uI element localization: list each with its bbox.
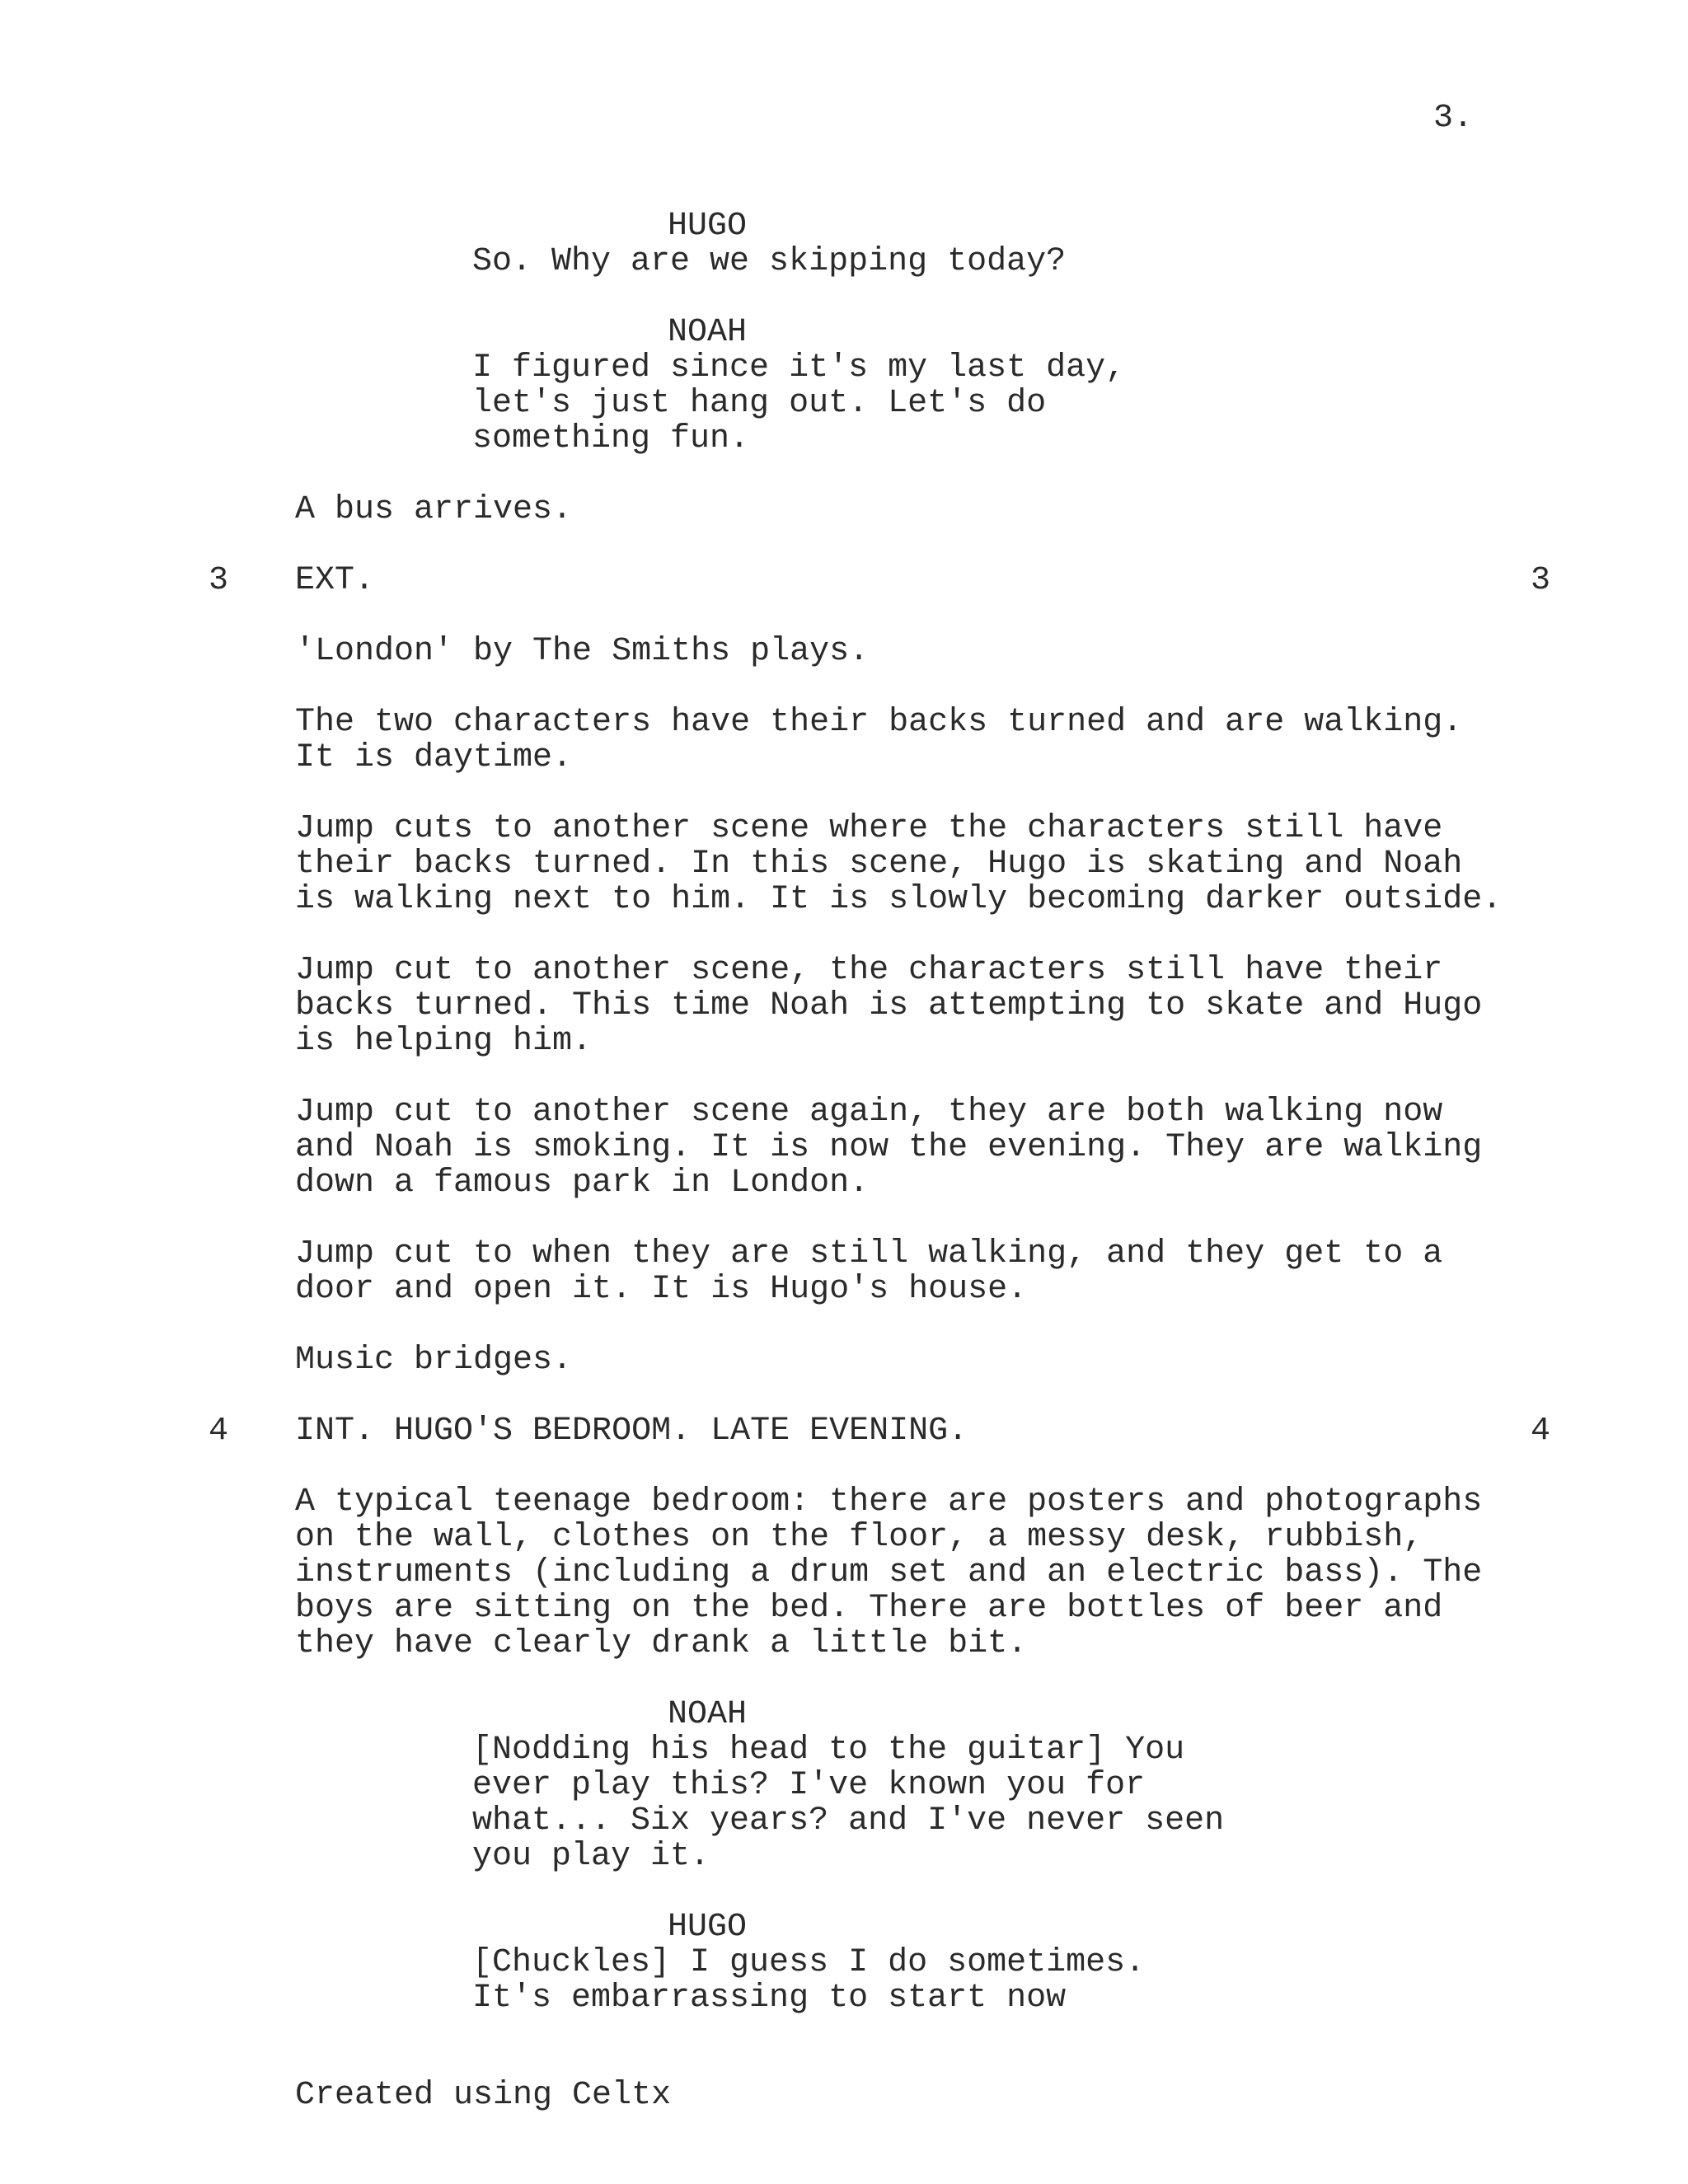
action-line: is helping him. [295,1023,593,1060]
action-line: It is daytime. [295,739,573,776]
action-line: they have clearly drank a little bit. [295,1625,1028,1662]
action-line: down a famous park in London. [295,1165,870,1202]
action-line: A typical teenage bedroom: there are posters and photographs [295,1483,1483,1521]
action-line: and Noah is smoking. It is now the evening. They are walking [295,1129,1483,1166]
dialogue-line: what... Six years? and I've never seen [472,1802,1225,1840]
action-line: boys are sitting on the bed. There are bottles of beer and [295,1590,1443,1627]
scene-heading: EXT. [295,562,375,599]
dialogue-line: [Nodding his head to the guitar] You [472,1732,1185,1769]
action-line: The two characters have their backs turned and are walking. [295,704,1463,741]
action-line: 'London' by The Smiths plays. [295,633,870,670]
page-number: 3. [1433,100,1474,137]
action-line: door and open it. It is Hugo's house. [295,1271,1028,1308]
dialogue-line: [Chuckles] I guess I do sometimes. [472,1944,1146,1981]
scene-number-right: 4 [1531,1413,1551,1450]
dialogue-line: let's just hang out. Let's do [472,385,1047,422]
scene-number-left: 3 [209,562,229,599]
character-name: HUGO [668,1909,748,1946]
character-name: NOAH [668,1696,748,1733]
dialogue-line: you play it. [472,1838,710,1875]
character-name: NOAH [668,314,748,351]
action-line: Music bridges. [295,1342,573,1379]
scene-heading: INT. HUGO'S BEDROOM. LATE EVENING. [295,1413,968,1450]
dialogue-line: I figured since it's my last day, [472,349,1126,387]
action-line: A bus arrives. [295,491,573,528]
action-line: backs turned. This time Noah is attempting to skate and Hugo [295,987,1483,1024]
scene-number-right: 3 [1531,562,1551,599]
dialogue-line: ever play this? I've known you for [472,1767,1146,1804]
action-line: their backs turned. In this scene, Hugo is skating and Noah [295,846,1463,883]
action-line: is walking next to him. It is slowly becoming darker outside. [295,881,1503,918]
action-line: Jump cuts to another scene where the characters still have [295,810,1443,847]
character-name: HUGO [668,208,748,245]
action-line: Jump cut to another scene again, they are both walking now [295,1094,1443,1131]
action-line: Jump cut to another scene, the characters still have their [295,952,1443,989]
scene-number-left: 4 [209,1413,229,1450]
dialogue-line: So. Why are we skipping today? [472,243,1067,280]
dialogue-line: It's embarrassing to start now [472,1980,1067,2017]
footer-credit: Created using Celtx [295,2077,672,2114]
action-line: instruments (including a drum set and an electric bass). The [295,1554,1483,1591]
action-line: Jump cut to when they are still walking, and they get to a [295,1235,1443,1272]
action-line: on the wall, clothes on the floor, a messy desk, rubbish, [295,1519,1423,1556]
dialogue-line: something fun. [472,420,750,457]
